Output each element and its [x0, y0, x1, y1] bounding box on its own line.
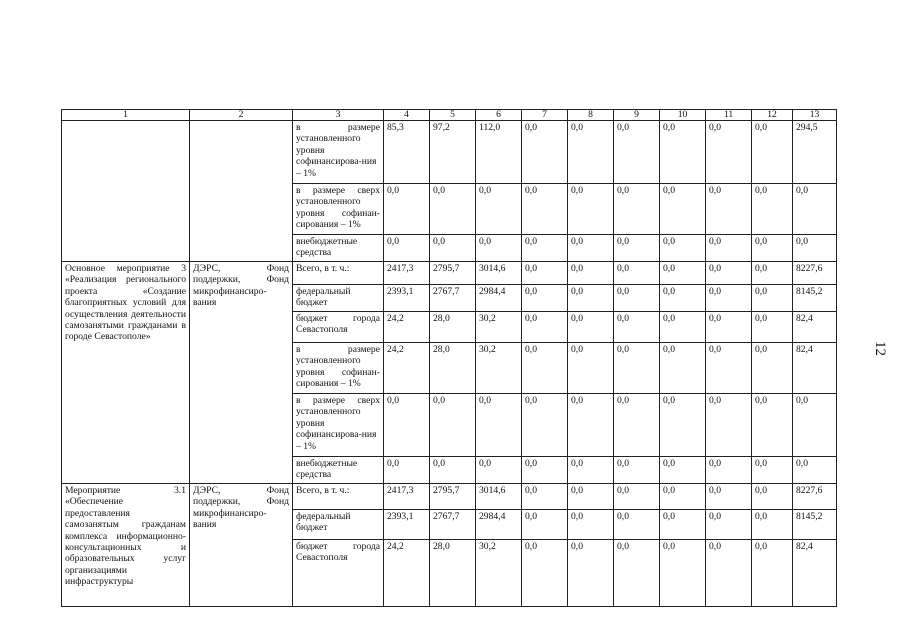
executor-cell: ДЭРС, Фонд поддержки, Фонд микрофинансиро-вания: [190, 484, 293, 607]
value-cell: 0,0: [522, 540, 568, 607]
value-cell: 0,0: [706, 343, 752, 394]
value-cell: 0,0: [752, 510, 793, 540]
value-cell: 2767,7: [430, 510, 476, 540]
value-cell: 2984,4: [476, 510, 522, 540]
value-cell: 30,2: [476, 343, 522, 394]
value-cell: 0,0: [660, 121, 706, 184]
value-cell: 0,0: [614, 510, 660, 540]
value-cell: 0,0: [614, 312, 660, 343]
value-cell: 2795,7: [430, 484, 476, 510]
value-cell: 30,2: [476, 312, 522, 343]
value-cell: 0,0: [752, 312, 793, 343]
total-cell: 82,4: [793, 312, 837, 343]
total-cell: 0,0: [793, 235, 837, 262]
value-cell: 0,0: [752, 184, 793, 235]
value-cell: 0,0: [568, 312, 614, 343]
funding-source-cell: бюджет города Севастополя: [293, 540, 384, 607]
value-cell: 0,0: [568, 343, 614, 394]
funding-source-cell: в размере установленного уровня софинансирова-ния – 1%: [293, 121, 384, 184]
value-cell: 0,0: [614, 121, 660, 184]
value-cell: 0,0: [660, 312, 706, 343]
total-cell: 8227,6: [793, 484, 837, 510]
value-cell: 0,0: [568, 262, 614, 285]
total-cell: 0,0: [793, 184, 837, 235]
value-cell: 0,0: [752, 457, 793, 484]
value-cell: 0,0: [614, 540, 660, 607]
value-cell: 0,0: [614, 343, 660, 394]
table-row: [62, 484, 837, 510]
value-cell: 24,2: [384, 312, 430, 343]
value-cell: 0,0: [568, 394, 614, 457]
value-cell: 0,0: [430, 394, 476, 457]
funding-source-cell: бюджет города Севастополя: [293, 312, 384, 343]
activity-cell: Основное мероприятие 3 «Реализация регионального проекта «Создание благоприятных условий для осуществления деятельности самозанятыми гражданами в городе Севастополе»: [62, 262, 190, 484]
value-cell: 0,0: [568, 121, 614, 184]
value-cell: 0,0: [522, 121, 568, 184]
value-cell: 0,0: [568, 484, 614, 510]
value-cell: 0,0: [660, 457, 706, 484]
value-cell: 0,0: [614, 235, 660, 262]
budget-table: [61, 109, 837, 607]
value-cell: 0,0: [476, 457, 522, 484]
column-header: 6: [476, 110, 522, 121]
funding-source-cell: в размере сверх установленного уровня софинан-сирования – 1%: [293, 184, 384, 235]
value-cell: 0,0: [614, 184, 660, 235]
table-body: [62, 121, 837, 607]
funding-source-cell: федеральный бюджет: [293, 285, 384, 312]
value-cell: 0,0: [660, 285, 706, 312]
value-cell: 0,0: [660, 394, 706, 457]
value-cell: 28,0: [430, 540, 476, 607]
total-cell: 294,5: [793, 121, 837, 184]
value-cell: 2417,3: [384, 262, 430, 285]
value-cell: 28,0: [430, 312, 476, 343]
total-cell: 82,4: [793, 540, 837, 607]
value-cell: 0,0: [614, 262, 660, 285]
table-row: [62, 121, 837, 184]
value-cell: 24,2: [384, 343, 430, 394]
value-cell: 0,0: [752, 540, 793, 607]
value-cell: 0,0: [476, 184, 522, 235]
executor-cell: [190, 121, 293, 262]
value-cell: 24,2: [384, 540, 430, 607]
value-cell: 0,0: [752, 121, 793, 184]
value-cell: 2393,1: [384, 285, 430, 312]
value-cell: 0,0: [752, 484, 793, 510]
table-header-row: [62, 110, 837, 121]
value-cell: 0,0: [522, 235, 568, 262]
value-cell: 0,0: [522, 484, 568, 510]
total-cell: 8227,6: [793, 262, 837, 285]
activity-cell: [62, 121, 190, 262]
value-cell: 0,0: [568, 540, 614, 607]
total-cell: 0,0: [793, 457, 837, 484]
value-cell: 0,0: [706, 184, 752, 235]
column-header: 1: [62, 110, 190, 121]
value-cell: 0,0: [660, 540, 706, 607]
value-cell: 0,0: [522, 312, 568, 343]
value-cell: 112,0: [476, 121, 522, 184]
value-cell: 0,0: [476, 235, 522, 262]
column-header: 13: [793, 110, 837, 121]
funding-source-cell: внебюджетные средства: [293, 235, 384, 262]
total-cell: 82,4: [793, 343, 837, 394]
column-header: 12: [752, 110, 793, 121]
value-cell: 0,0: [384, 457, 430, 484]
value-cell: 28,0: [430, 343, 476, 394]
funding-source-cell: Всего, в т. ч.:: [293, 484, 384, 510]
value-cell: 0,0: [706, 394, 752, 457]
value-cell: 0,0: [706, 235, 752, 262]
activity-cell: Мероприятие 3.1 «Обеспечение предоставления самозанятым гражданам комплекса информационно-консультационных и образовательных услуг организациями инфраструктуры: [62, 484, 190, 607]
value-cell: 0,0: [706, 510, 752, 540]
value-cell: 0,0: [706, 262, 752, 285]
column-header: 8: [568, 110, 614, 121]
column-header: 9: [614, 110, 660, 121]
value-cell: 0,0: [384, 235, 430, 262]
column-header: 7: [522, 110, 568, 121]
value-cell: 0,0: [522, 510, 568, 540]
value-cell: 0,0: [476, 394, 522, 457]
column-header: 11: [706, 110, 752, 121]
funding-source-cell: федеральный бюджет: [293, 510, 384, 540]
value-cell: 0,0: [752, 285, 793, 312]
value-cell: 2767,7: [430, 285, 476, 312]
value-cell: 0,0: [706, 540, 752, 607]
value-cell: 0,0: [706, 457, 752, 484]
value-cell: 0,0: [614, 484, 660, 510]
value-cell: 0,0: [752, 235, 793, 262]
funding-source-cell: внебюджетные средства: [293, 457, 384, 484]
value-cell: 3014,6: [476, 484, 522, 510]
value-cell: 0,0: [614, 457, 660, 484]
value-cell: 0,0: [660, 484, 706, 510]
value-cell: 0,0: [430, 457, 476, 484]
value-cell: 0,0: [706, 312, 752, 343]
column-header: 3: [293, 110, 384, 121]
column-header: 2: [190, 110, 293, 121]
value-cell: 0,0: [568, 235, 614, 262]
value-cell: 0,0: [522, 184, 568, 235]
funding-source-cell: Всего, в т. ч.:: [293, 262, 384, 285]
table-row: [62, 262, 837, 285]
value-cell: 30,2: [476, 540, 522, 607]
value-cell: 0,0: [752, 394, 793, 457]
value-cell: 0,0: [522, 394, 568, 457]
value-cell: 2393,1: [384, 510, 430, 540]
value-cell: 0,0: [660, 262, 706, 285]
value-cell: 0,0: [430, 235, 476, 262]
value-cell: 0,0: [706, 285, 752, 312]
value-cell: 0,0: [706, 484, 752, 510]
value-cell: 85,3: [384, 121, 430, 184]
value-cell: 0,0: [706, 121, 752, 184]
column-header: 4: [384, 110, 430, 121]
value-cell: 0,0: [522, 343, 568, 394]
total-cell: 0,0: [793, 394, 837, 457]
column-header: 10: [660, 110, 706, 121]
value-cell: 0,0: [614, 394, 660, 457]
value-cell: 0,0: [522, 457, 568, 484]
value-cell: 0,0: [660, 510, 706, 540]
value-cell: 0,0: [430, 184, 476, 235]
value-cell: 2795,7: [430, 262, 476, 285]
value-cell: 0,0: [568, 184, 614, 235]
funding-source-cell: в размере сверх установленного уровня софинансирова-ния – 1%: [293, 394, 384, 457]
value-cell: 0,0: [568, 510, 614, 540]
value-cell: 2417,3: [384, 484, 430, 510]
value-cell: 0,0: [384, 394, 430, 457]
value-cell: 0,0: [568, 285, 614, 312]
value-cell: 0,0: [752, 262, 793, 285]
value-cell: 0,0: [568, 457, 614, 484]
value-cell: 0,0: [660, 343, 706, 394]
funding-source-cell: в размере установленного уровня софинан-сирования – 1%: [293, 343, 384, 394]
total-cell: 8145,2: [793, 510, 837, 540]
value-cell: 0,0: [522, 285, 568, 312]
value-cell: 2984,4: [476, 285, 522, 312]
executor-cell: ДЭРС, Фонд поддержки, Фонд микрофинансиро-вания: [190, 262, 293, 484]
total-cell: 8145,2: [793, 285, 837, 312]
column-header: 5: [430, 110, 476, 121]
page-number: 12: [872, 341, 888, 356]
value-cell: 0,0: [614, 285, 660, 312]
value-cell: 0,0: [660, 184, 706, 235]
value-cell: 0,0: [752, 343, 793, 394]
value-cell: 0,0: [522, 262, 568, 285]
value-cell: 3014,6: [476, 262, 522, 285]
value-cell: 97,2: [430, 121, 476, 184]
value-cell: 0,0: [660, 235, 706, 262]
value-cell: 0,0: [384, 184, 430, 235]
